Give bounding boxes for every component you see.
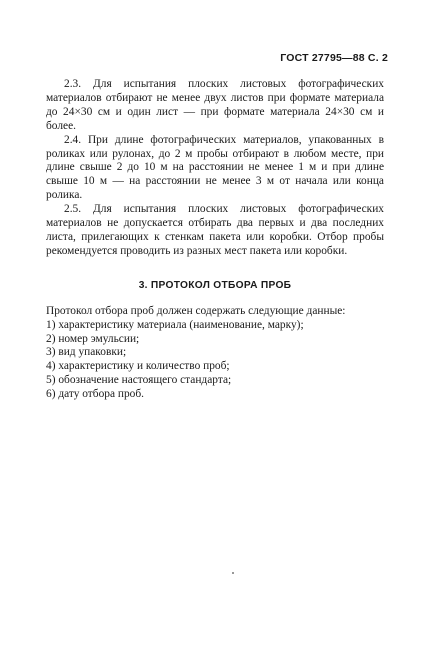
list-item: 5) обозначение настоящего стандарта; [46, 374, 232, 387]
section-intro: Протокол отбора проб должен содержать следующие данные: [46, 304, 346, 317]
paragraph-2-3: 2.3. Для испытания плоских листовых фотографических материалов отбирают не менее двух листов при формате материала до 24×30 см и один лист — при формате материала 24×30 см и более. [46, 78, 384, 132]
list-item: 1) характеристику материала (наименование, марку); [46, 318, 304, 331]
page-header: ГОСТ 27795—88 С. 2 [280, 52, 388, 64]
document-body [46, 78, 384, 402]
list-item: 6) дату отбора проб. [46, 388, 145, 401]
paragraph-2-5: 2.5. Для испытания плоских листовых фотографических материалов не допускается отбирать два первых и два последних листа, прилегающих к стенкам пакета или коробки. Отбор пробы рекомендуется проводить из разных мест пакета или коробки. [46, 203, 384, 257]
paragraph-2-4: 2.4. При длине фотографических материалов, упакованных в роликах или рулонах, до 2 м пробы отбирают в любом месте, при длине свыше 2 до 10 м на расстоянии не менее 1 м и при длине свыше 10 м — на расстоянии не менее 3 м от начала или конца ролика. [46, 133, 384, 202]
section-title: 3. ПРОТОКОЛ ОТБОРА ПРОБ [138, 279, 292, 291]
scan-speck [232, 572, 234, 574]
list-item: 3) вид упаковки; [46, 346, 127, 359]
protocol-items-list [46, 319, 384, 402]
list-item: 2) номер эмульсии; [46, 332, 140, 345]
list-item: 4) характеристику и количество проб; [46, 360, 230, 373]
